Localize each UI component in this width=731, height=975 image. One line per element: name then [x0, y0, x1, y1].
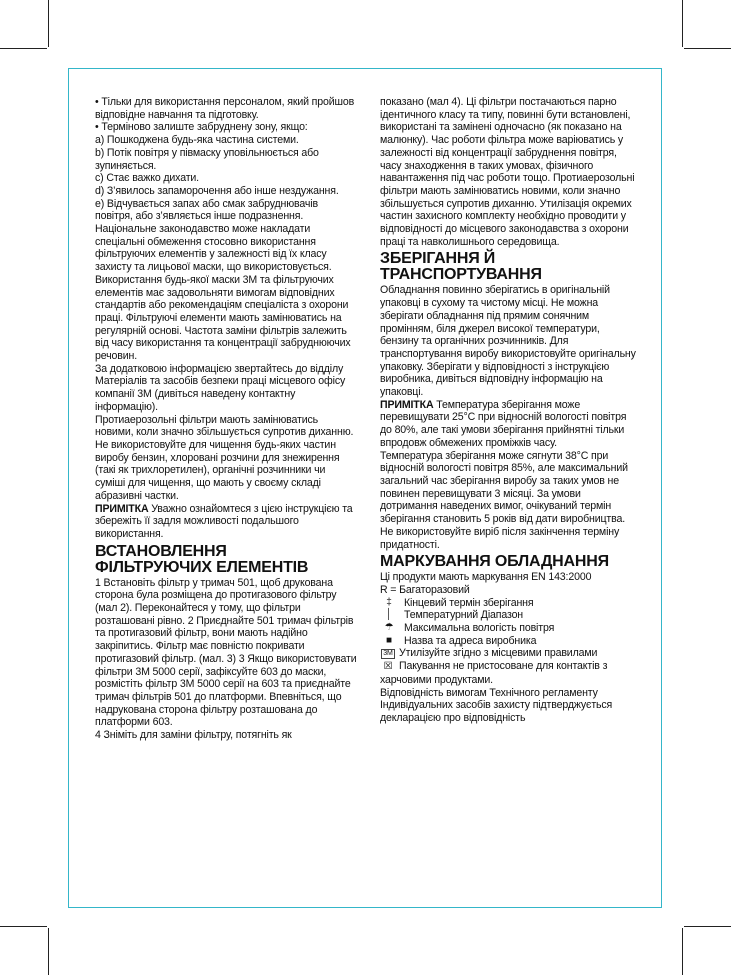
hourglass-icon: ‡ — [386, 596, 392, 608]
heading-line: ФІЛЬТРУЮЧИХ ЕЛЕМЕНТІВ — [95, 558, 309, 576]
not-food-safe-icon: ☒ — [383, 661, 393, 673]
paragraph: • Тільки для використання персоналом, який пройшов відповідне навчання та підготовку. — [95, 96, 355, 121]
left-column — [95, 96, 357, 742]
paragraph: c) Стає важко дихати. — [95, 172, 199, 185]
right-column — [380, 96, 636, 725]
packaging-note — [380, 660, 636, 686]
umbrella-icon: ☂ — [384, 622, 394, 634]
crop-mark — [684, 926, 731, 927]
paragraph: Ці продукти мають маркування EN 143:2000 — [380, 571, 592, 584]
paragraph: Протиаерозольні фільтри мають замінюватись новими, коли значно збільшується супротив диханню. — [95, 413, 354, 439]
paragraph: Національне законодавство може накладати спеціальні обмеження стосовно використання фільтруючих елементів у залежності від їх класу захисту та лицьової маски, що використовується. Використання будь-якої маски 3M та фільтруючих елементів має задовольняти вимогам відповідних стандартів або рекомендаціям спеціаліста з охорони праці. Фільтруючі елементи мають замінюватись на регулярній основі. Частота заміни фільтрів залежить від часу використання та концентрації забруднюючих речовин. — [95, 223, 351, 363]
factory-icon: ■ — [386, 634, 392, 646]
note — [380, 399, 636, 450]
paragraph: 1 Встановіть фільтр у тримач 501, щоб друкована сторона була розміщена до протигазового фільтру (мал 2). Переконайтеся у тому, що фільтри розташовані рівно. 2 Приєднайте 501 тримач фільтрів та протигазовий фільтр, вони мають надійно закріпитись. Фільтр має повністю покривати протигазовий фільтр. (мал. 3) 3 Якщо використовувати фільтри 3M 5000 серії, зафіксуйте 603 до маски, розмістіть фільтр 3M 5000 серії на 603 та приєднайте тримач фільтрів 501 до платформи. Впевніться, що надрукована сторона фільтру розташована до платформи 603. — [95, 576, 357, 729]
thermometer-icon: │ — [385, 609, 393, 621]
note — [95, 503, 357, 541]
symbol-row — [380, 635, 636, 648]
paragraph: Відповідність вимогам Технічного регламенту Індивідуальних засобів захисту підтверджується декларацією про відповідність — [380, 686, 613, 724]
crop-mark — [0, 48, 47, 49]
heading-line: ТРАНСПОРТУВАННЯ — [380, 266, 542, 284]
note-label: ПРИМІТКА — [380, 398, 434, 411]
paragraph: За додатковою інформацією звертайтесь до відділу Матеріалів та засобів безпеки праці місцевого офісу компанії 3M (дивіться наведену контактну інформацію). — [95, 362, 346, 413]
note-label: ПРИМІТКА — [95, 502, 149, 515]
symbol-label: Температурний Діапазон — [404, 609, 524, 622]
paragraph: показано (мал 4). Ці фільтри постачаються парно ідентичного класу та типу, повинні бути встановлені, використані та замінені одночасно (як показано на малюнку). Час роботи фільтра може варіюватись у залежності від концентрації забруднення повітря, часу знаходження в таких умовах, фізичного навантаження під час роботи тощо. Протиаерозольні фільтри мають замінюватись новими, коли значно збільшується супротив диханню. Утилізація окремих частин захисного комплекту необхідно проводити у відповідності до місцевого законодавства з охорони праці та навколишнього середовища. — [380, 96, 635, 248]
packaging-text: Пакування не пристосоване для контактів з харчовими продуктами. — [380, 660, 608, 686]
crop-mark — [684, 48, 731, 49]
crop-mark — [682, 0, 683, 47]
symbol-label: Утилізуйте згідно з місцевими правилами — [399, 647, 598, 660]
paragraph: Обладнання повинно зберігатись в оригінальній упаковці в сухому та чистому місці. Не можна зберігати обладнання під прямим сонячним промінням, біля джерел високої температури, бензину та органічних розчинників. Для транспортування виробу використовуйте оригінальну упаковку. Зберігати у відповідності з інструкцією виробника, дивіться відповідну інформацію на упаковці. — [380, 284, 636, 399]
paragraph: 4 Зніміть для заміни фільтру, потягніть як — [95, 729, 292, 742]
heading-line: ВСТАНОВЛЕННЯ — [95, 542, 227, 560]
crop-mark — [0, 926, 47, 927]
note-text: Уважно ознайомтеся з цією інструкцією та збережіть її задля можливості подальшого використання. — [95, 502, 353, 540]
paragraph: e) Відчувається запах або смак забруднювачів повітря, або з’являється інше подразнення. — [95, 197, 318, 223]
paragraph: R = Багаторазовий — [380, 583, 470, 596]
paragraph: b) Потік повітря у півмаску уповільнюється або зупиняється. — [95, 146, 319, 172]
symbol-row — [380, 609, 636, 622]
symbol-label: Максимальна вологість повітря — [404, 622, 555, 635]
symbol-label: Назва та адреса виробника — [404, 634, 537, 647]
symbol-label: Кінцевий термін зберігання — [404, 596, 534, 609]
paragraph: a) Пошкоджена будь-яка частина системи. — [95, 134, 299, 147]
paragraph: Не використовуйте для чищення будь-яких частин виробу бензин, хлоровані розчини для знежирення (такі як трихлоретилен), органічні розчинники чи суміші для чищення, що мають у своєму складі абразивні частки. — [95, 438, 340, 502]
crop-mark — [48, 928, 49, 975]
symbol-row — [380, 597, 636, 610]
paragraph: • Терміново залиште забруднену зону, якщо: — [95, 121, 308, 134]
note-text: Температура зберігання може перевищувати 25°C при відносній вологості повітря до 80%, але такі умови зберігання прийнятні тільки впродовж обмежених проміжків часу. — [380, 398, 627, 449]
section-heading-installation — [95, 544, 357, 576]
paragraph: Температура зберігання може сягнути 38°C при відносній вологості повітря 85%, але максимальний загальний час зберігання виробу за таких умов не повинен перевищувати 3 місяці. За умови дотримання наведених вимог, очікуваний термін зберігання становить 5 років від дати виробництва. Не використовуйте виріб після закінчення терміну придатності. — [380, 449, 628, 551]
section-heading-marking: МАРКУВАННЯ ОБЛАДНАННЯ — [380, 553, 609, 571]
symbol-row — [380, 647, 636, 660]
heading-line: ЗБЕРІГАННЯ Й — [380, 250, 496, 268]
paragraph: d) З’явилось запаморочення або інше нездужання. — [95, 184, 339, 197]
crop-mark — [48, 0, 49, 47]
section-heading-storage — [380, 251, 636, 283]
crop-mark — [682, 928, 683, 975]
recycle-box-icon: 3M — [383, 650, 393, 658]
symbol-row — [380, 622, 636, 635]
